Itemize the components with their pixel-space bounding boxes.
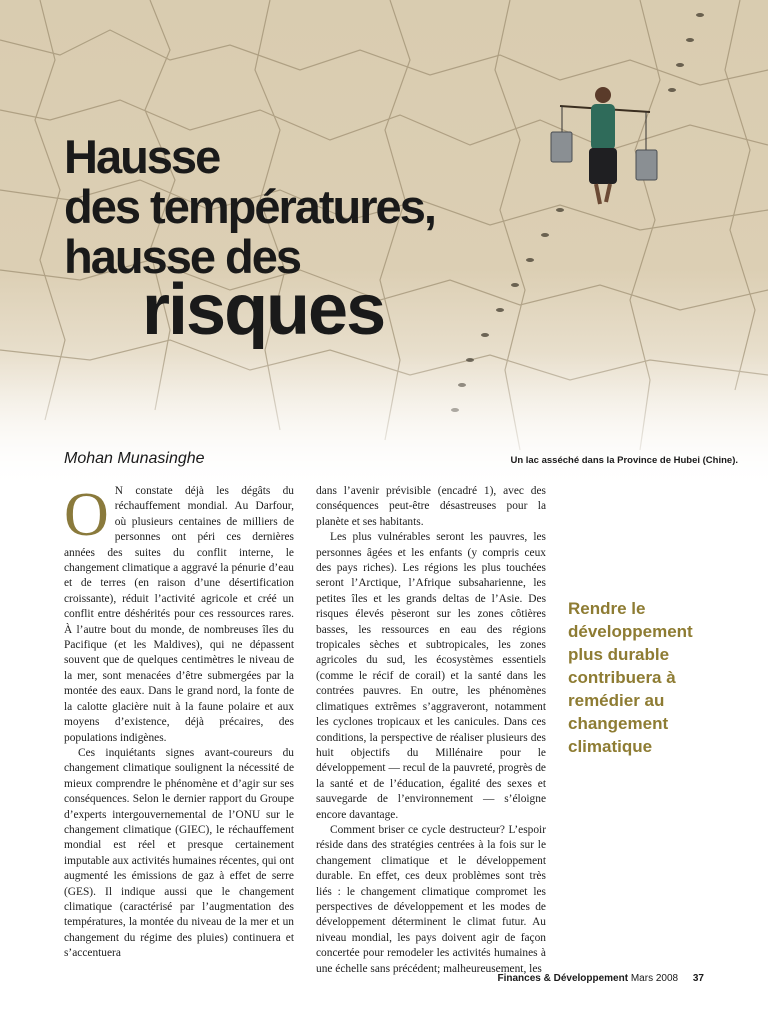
title-line-2: des températures,	[64, 180, 435, 233]
page-footer	[497, 973, 704, 984]
paragraph-intro	[64, 481, 294, 746]
hero-photo	[0, 0, 768, 490]
photo-caption: Un lac asséché dans la Province de Hubei (Chine).	[510, 455, 738, 466]
author-byline: Mohan Munasinghe	[64, 450, 205, 467]
body-column-1	[64, 481, 294, 962]
title-line-3: hausse des	[64, 230, 301, 283]
issue-date: Mars 2008	[630, 973, 679, 984]
title-line-4: risques	[142, 270, 385, 350]
magazine-name: Finances & Développement	[497, 973, 629, 984]
title-line-1: Hausse	[64, 130, 220, 183]
paragraph-3: dans l’avenir prévisible (encadré 1), avec des conséquences peut-être désastreuses pour la planète et ses habitants.	[316, 485, 546, 528]
article-title	[64, 130, 435, 350]
page-number: 37	[692, 973, 704, 984]
drop-cap: O	[64, 481, 109, 549]
paragraph-4: Les plus vulnérables seront les pauvres, les personnes âgées et les enfants (y compris ceux des pays riches). Les régions les plus touchées seront l’Arctique, l’Afrique subsaharienne, les petites îles et les grands deltas de l’Asie. Des risques élevés pèseront sur les zones côtières basses, les ressources en eau des régions tropicales sèches et subtropicales, les zones agricoles du sud, les écosystèmes essentiels (comme le récif de corail) et la santé dans les contrées pauvres. En outre, les phénomènes climatiques extrêmes s’aggraveront, notamment les cyclones tropicaux et les canicules. Dans ces conditions, la perspective de réaliser plusieurs des huit objectifs du Millénaire pour le développement — recul de la pauvreté, progrès de la santé et de l’éducation, égalité des sexes et sauvegarde de l’environnement — s’éloigne encore davantage.	[316, 531, 546, 821]
paragraph-2: Ces inquiétants signes avant-coureurs du changement climatique soulignent la nécessité de mieux comprendre le phénomène et d’agir sur ses conséquences. Selon le dernier rapport du Groupe d’experts intergouvernemental de l’ONU sur le changement climatique (GIEC), le réchauffement mondial est réel et presque certainement imputable aux activités humaines récentes, qui ont augmenté les émissions de gaz à effet de serre (GES). Il indique aussi que le changement climatique (caractérisé par l’augmentation des températures, la montée du niveau de la mer et un changement du régime des pluies) continuera et s’accentuera	[64, 746, 294, 960]
pull-quote: Rendre le développement plus durable contribuera à remédier au changement climatique	[568, 599, 693, 756]
paragraph-5: Comment briser ce cycle destructeur? L’espoir réside dans des stratégies centrées à la fois sur le changement climatique et le développement durable. En effet, ces deux problèmes sont très liés : le changement climatique compromet les perspectives de développement et les modes de développement déterminent le climat futur. Au niveau mondial, les pays doivent agir de façon concertée pour remodeler les activités humaines à une échelle sans précédent; malheureusement, les	[316, 823, 546, 975]
body-column-2	[316, 484, 546, 977]
paragraph-intro-text: N constate déjà les dégâts du réchauffement mondial. Au Darfour, où plusieurs centaines de milliers de personnes ont péri ces dernières années des suites du conflit interne, le changement climatique a aggravé la pénurie d’eau et de terres (en raison d’une désertification croissante), réduit l’activité agricole et créé un conflit entre déshérités pour ces ressources rares. À l’autre bout du monde, de nombreuses îles du Pacifique (et les Maldives), qui ne dépassent souvent que de quelques centimètres le niveau de la mer, sont menacées d’être submergées par la montée des eaux. Dans le grand nord, la fonte de la calotte glacière nuit à la faune polaire et aux moyens d’existence, déjà précaires, des populations indigènes.	[64, 485, 294, 744]
